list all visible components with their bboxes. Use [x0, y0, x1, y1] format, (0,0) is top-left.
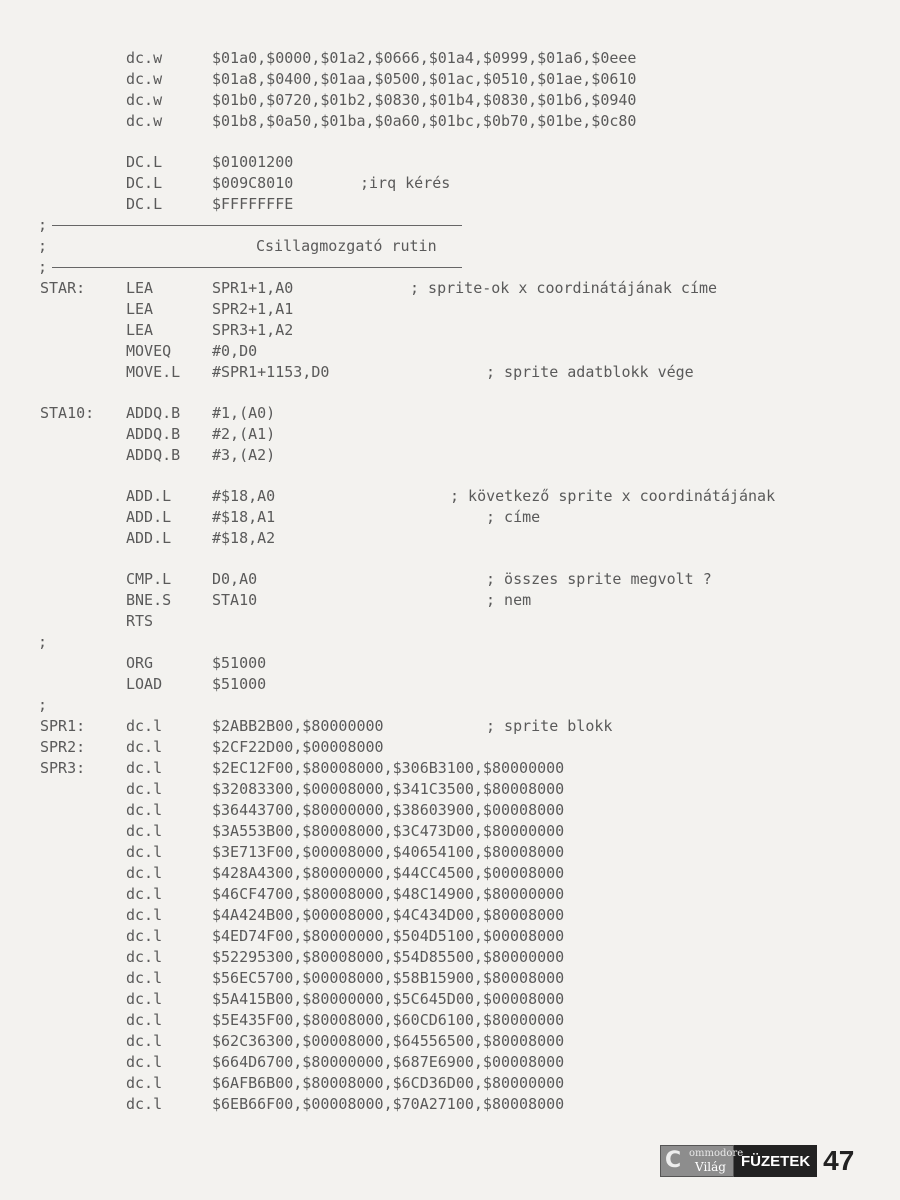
code-operand: $32083300,$00008000,$341C3500,$80008000 [212, 780, 565, 798]
code-operand: $01001200 [212, 153, 294, 171]
code-operand: $46CF4700,$80008000,$48C14900,$80000000 [212, 885, 565, 903]
code-opcode: BNE.S [126, 591, 172, 609]
blank-line [0, 549, 900, 569]
page-number: 47 [823, 1145, 855, 1176]
page-footer [660, 1136, 854, 1186]
code-label: STAR: [40, 279, 86, 297]
code-line [0, 90, 900, 111]
code-operand: $01b0,$0720,$01b2,$0830,$01b4,$0830,$01b6,$0940 [212, 91, 637, 109]
code-opcode: dc.w [126, 112, 163, 130]
code-opcode: dc.l [126, 969, 163, 987]
code-opcode: dc.l [126, 738, 163, 756]
code-opcode: dc.l [126, 759, 163, 777]
code-operand: $428A4300,$80000000,$44CC4500,$00008000 [212, 864, 565, 882]
code-comment: ; sprite-ok x coordinátájának címe [410, 279, 718, 297]
horizontal-rule [52, 225, 462, 226]
code-opcode: dc.l [126, 864, 163, 882]
code-opcode: LEA [126, 321, 154, 339]
code-opcode: ADD.L [126, 487, 172, 505]
code-line [0, 424, 900, 445]
code-opcode: dc.l [126, 801, 163, 819]
code-opcode: dc.l [126, 885, 163, 903]
code-operand: $3A553B00,$80008000,$3C473D00,$80000000 [212, 822, 565, 840]
code-operand: $01a0,$0000,$01a2,$0666,$01a4,$0999,$01a6,$0eee [212, 49, 637, 67]
code-line [0, 611, 900, 632]
code-operand: #0,D0 [212, 342, 258, 360]
code-line [0, 989, 900, 1010]
code-operand: SPR1+1,A0 [212, 279, 294, 297]
logo-top-text: ommodore [689, 1148, 744, 1159]
code-opcode: dc.l [126, 948, 163, 966]
code-opcode: dc.l [126, 906, 163, 924]
code-label: SPR3: [40, 759, 86, 777]
code-line [0, 653, 900, 674]
code-comment: ;irq kérés [360, 174, 451, 192]
code-opcode: dc.l [126, 1011, 163, 1029]
code-line [0, 299, 900, 320]
code-line [0, 111, 900, 132]
code-line [0, 1031, 900, 1052]
code-opcode: CMP.L [126, 570, 172, 588]
code-opcode: dc.l [126, 1032, 163, 1050]
comment-marker: ; [38, 258, 48, 276]
code-operand: $51000 [212, 675, 267, 693]
code-operand: $4ED74F00,$80000000,$504D5100,$00008000 [212, 927, 565, 945]
code-line [0, 173, 900, 194]
code-opcode: dc.w [126, 91, 163, 109]
code-operand: SPR2+1,A1 [212, 300, 294, 318]
code-opcode: dc.l [126, 822, 163, 840]
comment-marker: ; [38, 633, 48, 651]
code-operand: $FFFFFFFE [212, 195, 294, 213]
code-line [0, 842, 900, 863]
code-opcode: dc.w [126, 49, 163, 67]
code-operand: $5A415B00,$80000000,$5C645D00,$00008000 [212, 990, 565, 1008]
code-opcode: dc.w [126, 70, 163, 88]
code-operand: #$18,A0 [212, 487, 276, 505]
code-operand: $6EB66F00,$00008000,$70A27100,$80008000 [212, 1095, 565, 1113]
code-opcode: dc.l [126, 927, 163, 945]
horizontal-rule [52, 267, 462, 268]
code-line [0, 905, 900, 926]
code-operand: #3,(A2) [212, 446, 276, 464]
code-line [0, 590, 900, 611]
code-operand: #$18,A2 [212, 529, 276, 547]
code-opcode: dc.l [126, 780, 163, 798]
code-opcode: ADDQ.B [126, 404, 181, 422]
code-line [0, 800, 900, 821]
section-title-line [0, 236, 900, 257]
code-operand: $4A424B00,$00008000,$4C434D00,$80008000 [212, 906, 565, 924]
code-opcode: dc.l [126, 1095, 163, 1113]
code-line [0, 69, 900, 90]
code-operand: $5E435F00,$80008000,$60CD6100,$80000000 [212, 1011, 565, 1029]
code-operand: $2CF22D00,$00008000 [212, 738, 384, 756]
code-line [0, 403, 900, 424]
code-comment: ; következő sprite x coordinátájának [450, 487, 776, 505]
code-operand: STA10 [212, 591, 258, 609]
code-opcode: dc.l [126, 990, 163, 1008]
commodore-vilag-logo [660, 1145, 744, 1177]
code-label: SPR1: [40, 717, 86, 735]
code-operand: #2,(A1) [212, 425, 276, 443]
code-opcode: DC.L [126, 153, 163, 171]
code-comment: ; nem [486, 591, 532, 609]
code-opcode: MOVE.L [126, 363, 181, 381]
code-operand: $51000 [212, 654, 267, 672]
code-comment: ; címe [486, 508, 541, 526]
code-opcode: dc.l [126, 1053, 163, 1071]
code-line [0, 341, 900, 362]
code-operand: $2EC12F00,$80008000,$306B3100,$80000000 [212, 759, 565, 777]
code-comment: ; sprite blokk [486, 717, 613, 735]
blank-line [0, 383, 900, 403]
code-operand: $6AFB6B00,$80008000,$6CD36D00,$80000000 [212, 1074, 565, 1092]
code-operand: $009C8010 [212, 174, 294, 192]
section-title: Csillagmozgató rutin [256, 237, 437, 255]
code-opcode: dc.l [126, 843, 163, 861]
code-operand: #$18,A1 [212, 508, 276, 526]
code-label: SPR2: [40, 738, 86, 756]
comment-marker: ; [38, 237, 48, 255]
comment-line [0, 632, 900, 653]
code-line [0, 884, 900, 905]
code-line [0, 507, 900, 528]
code-operand: $62C36300,$00008000,$64556500,$80008000 [212, 1032, 565, 1050]
code-line [0, 1073, 900, 1094]
code-line [0, 821, 900, 842]
code-line [0, 674, 900, 695]
code-line [0, 486, 900, 507]
separator-line [0, 215, 900, 236]
code-comment: ; összes sprite megvolt ? [486, 570, 712, 588]
logo-bottom-text: Világ [695, 1160, 726, 1174]
code-operand: $2ABB2B00,$80000000 [212, 717, 384, 735]
code-opcode: LEA [126, 300, 154, 318]
code-operand: $664D6700,$80000000,$687E6900,$00008000 [212, 1053, 565, 1071]
logo-c: C [665, 1148, 682, 1173]
code-operand: #1,(A0) [212, 404, 276, 422]
code-opcode: ORG [126, 654, 154, 672]
code-line [0, 569, 900, 590]
code-opcode: ADDQ.B [126, 446, 181, 464]
code-line [0, 194, 900, 215]
code-line [0, 779, 900, 800]
code-opcode: ADD.L [126, 508, 172, 526]
code-line [0, 737, 900, 758]
blank-line [0, 466, 900, 486]
code-line [0, 152, 900, 173]
code-opcode: MOVEQ [126, 342, 172, 360]
separator-line [0, 257, 900, 278]
code-opcode: RTS [126, 612, 154, 630]
code-operand: $36443700,$80000000,$38603900,$00008000 [212, 801, 565, 819]
code-line [0, 716, 900, 737]
code-line [0, 362, 900, 383]
code-opcode: DC.L [126, 174, 163, 192]
code-line [0, 926, 900, 947]
series-name: FÜZETEK [734, 1145, 817, 1177]
code-operand: $56EC5700,$00008000,$58B15900,$80008000 [212, 969, 565, 987]
code-opcode: ADD.L [126, 529, 172, 547]
code-operand: SPR3+1,A2 [212, 321, 294, 339]
comment-marker: ; [38, 216, 48, 234]
code-operand: #SPR1+1153,D0 [212, 363, 330, 381]
code-line [0, 1010, 900, 1031]
comment-line [0, 695, 900, 716]
code-line [0, 320, 900, 341]
code-operand: $3E713F00,$00008000,$40654100,$80008000 [212, 843, 565, 861]
code-line [0, 947, 900, 968]
code-line [0, 278, 900, 299]
code-opcode: DC.L [126, 195, 163, 213]
code-opcode: dc.l [126, 1074, 163, 1092]
code-line [0, 445, 900, 466]
code-opcode: LEA [126, 279, 154, 297]
comment-marker: ; [38, 696, 48, 714]
code-line [0, 863, 900, 884]
code-operand: D0,A0 [212, 570, 258, 588]
code-listing [0, 48, 900, 1115]
code-line [0, 1094, 900, 1115]
code-operand: $52295300,$80008000,$54D85500,$80000000 [212, 948, 565, 966]
code-opcode: dc.l [126, 717, 163, 735]
code-line [0, 48, 900, 69]
code-comment: ; sprite adatblokk vége [486, 363, 694, 381]
code-opcode: ADDQ.B [126, 425, 181, 443]
code-operand: $01b8,$0a50,$01ba,$0a60,$01bc,$0b70,$01be,$0c80 [212, 112, 637, 130]
code-line [0, 968, 900, 989]
blank-line [0, 132, 900, 152]
code-line [0, 758, 900, 779]
code-line [0, 528, 900, 549]
code-line [0, 1052, 900, 1073]
code-label: STA10: [40, 404, 95, 422]
code-operand: $01a8,$0400,$01aa,$0500,$01ac,$0510,$01ae,$0610 [212, 70, 637, 88]
code-opcode: LOAD [126, 675, 163, 693]
